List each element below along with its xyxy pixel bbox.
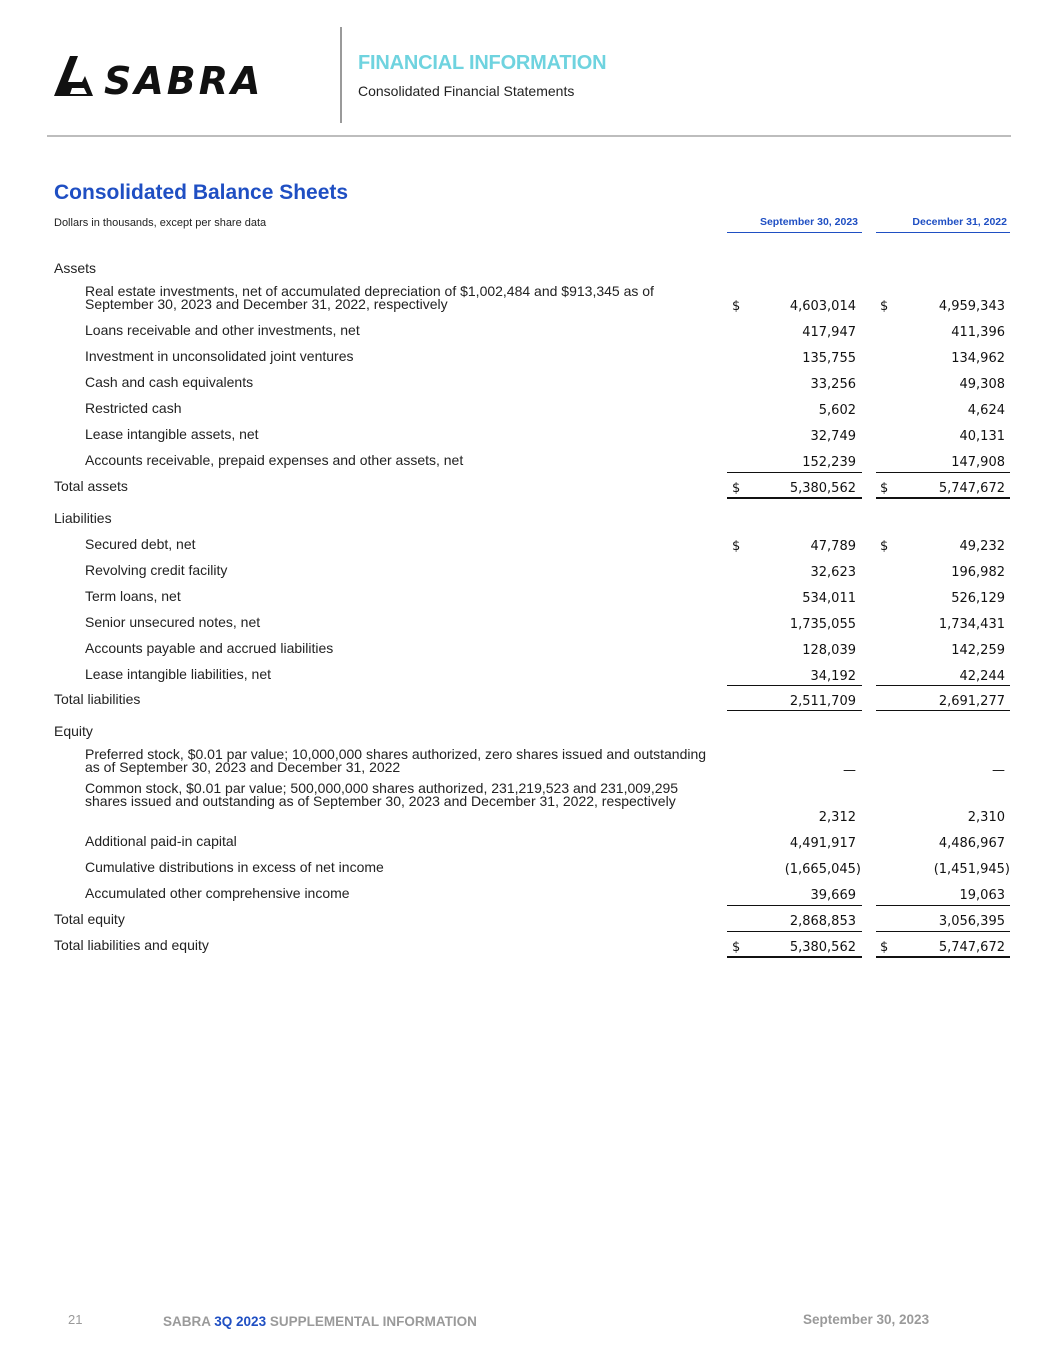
row-label: Secured debt, net <box>85 536 196 552</box>
dollar-sign: $ <box>732 940 741 955</box>
row-label: Total liabilities <box>54 691 141 707</box>
value-2022: 142,259 <box>951 643 1005 658</box>
value-2022: — <box>992 763 1005 778</box>
subtotal-rule <box>876 931 1010 932</box>
equity-heading: Equity <box>54 723 93 739</box>
dollar-sign: $ <box>732 299 741 314</box>
row-label: Total assets <box>54 478 128 494</box>
footer-doc-label: SUPPLEMENTAL INFORMATION <box>269 1314 477 1329</box>
value-2023: 5,602 <box>818 403 856 418</box>
row-label: Loans receivable and other investments, net <box>85 322 360 338</box>
subtotal-rule <box>727 472 862 473</box>
section-subtitle: Consolidated Financial Statements <box>358 83 575 99</box>
row-label: Total liabilities and equity <box>54 937 209 953</box>
statement-title: Consolidated Balance Sheets <box>54 181 349 204</box>
column-header-sep-2023: September 30, 2023 <box>759 216 858 228</box>
value-2022: 2,310 <box>967 810 1005 825</box>
value-2023: 32,749 <box>810 429 856 444</box>
value-2023: 128,039 <box>802 643 856 658</box>
footer-label <box>163 1314 477 1329</box>
value-2022: 411,396 <box>951 325 1005 340</box>
value-2022: 4,959,343 <box>938 299 1005 314</box>
row-label: Total equity <box>54 911 125 927</box>
total-rule <box>727 956 862 958</box>
value-2022: 4,486,967 <box>938 836 1005 851</box>
row-label: Restricted cash <box>85 400 182 416</box>
value-2022: 2,691,277 <box>938 694 1005 709</box>
row-label: Common stock, $0.01 par value; 500,000,000 shares authorized, 231,219,523 and 231,009,295 shares issued and outstanding as of September 30, 2023 and December 31, 2022, respectively <box>85 780 679 809</box>
value-2023: 32,623 <box>810 565 856 580</box>
row-label: Real estate investments, net of accumulated depreciation of $1,002,484 and $913,345 as of September 30, 2023 and December 31, 2022, respectively <box>85 283 654 312</box>
value-2022: 40,131 <box>959 429 1005 444</box>
value-2023: 135,755 <box>802 351 856 366</box>
column-header-rule <box>876 232 1010 233</box>
subtotal-rule <box>727 905 862 906</box>
column-header-rule <box>727 232 862 233</box>
dollar-sign: $ <box>880 481 889 496</box>
value-2023: 47,789 <box>810 539 856 554</box>
value-2022: (1,451,945) <box>933 862 1010 877</box>
logo-wordmark: SABRA <box>104 59 264 100</box>
value-2023: 39,669 <box>810 888 856 903</box>
assets-heading: Assets <box>54 260 97 276</box>
total-rule <box>876 497 1010 499</box>
subtotal-rule <box>876 472 1010 473</box>
row-label: Cash and cash equivalents <box>85 374 254 390</box>
value-2022: 49,308 <box>959 377 1005 392</box>
total-rule <box>876 956 1010 958</box>
row-label: Preferred stock, $0.01 par value; 10,000,000 shares authorized, zero shares issued and outstanding as of September 30, 2023 and December 31, 2022 <box>85 746 707 775</box>
row-label: Term loans, net <box>85 588 181 604</box>
value-2022: 147,908 <box>951 455 1005 470</box>
row-label: Lease intangible assets, net <box>85 426 259 442</box>
value-2022: 3,056,395 <box>938 914 1005 929</box>
subtotal-rule <box>727 931 862 932</box>
value-2022: 19,063 <box>959 888 1005 903</box>
dollar-sign: $ <box>880 940 889 955</box>
dollar-sign: $ <box>732 481 741 496</box>
value-2023: 5,380,562 <box>789 481 856 496</box>
footer-date: September 30, 2023 <box>803 1312 930 1327</box>
value-2023: 5,380,562 <box>789 940 856 955</box>
value-2023: 2,868,853 <box>789 914 856 929</box>
row-label: Accumulated other comprehensive income <box>85 885 350 901</box>
value-2023: 1,735,055 <box>789 617 856 632</box>
subtotal-rule <box>727 710 862 711</box>
dollar-sign: $ <box>880 539 889 554</box>
value-2023: 152,239 <box>802 455 856 470</box>
row-label: Senior unsecured notes, net <box>85 614 261 630</box>
subtotal-rule <box>876 905 1010 906</box>
value-2023: (1,665,045) <box>784 862 861 877</box>
value-2022: 4,624 <box>967 403 1005 418</box>
sabra-logo <box>52 52 297 100</box>
dollar-sign: $ <box>880 299 889 314</box>
value-2022: 196,982 <box>951 565 1005 580</box>
units-note: Dollars in thousands, except per share data <box>54 217 267 229</box>
value-2023: 417,947 <box>802 325 856 340</box>
value-2023: 2,312 <box>818 810 856 825</box>
value-2023: 534,011 <box>802 591 856 606</box>
value-2022: 49,232 <box>959 539 1005 554</box>
dollar-sign: $ <box>732 539 741 554</box>
value-2023: 34,192 <box>810 669 856 684</box>
value-2023: 4,603,014 <box>789 299 856 314</box>
row-label: Additional paid-in capital <box>85 833 237 849</box>
row-label: Revolving credit facility <box>85 562 228 578</box>
value-2022: 5,747,672 <box>938 481 1005 496</box>
value-2023: — <box>843 763 856 778</box>
subtotal-rule <box>876 710 1010 711</box>
liabilities-heading: Liabilities <box>54 510 112 526</box>
column-header-dec-2022: December 31, 2022 <box>912 216 1007 228</box>
section-title: FINANCIAL INFORMATION <box>358 52 607 74</box>
value-2023: 4,491,917 <box>789 836 856 851</box>
row-label: Cumulative distributions in excess of net income <box>85 859 384 875</box>
row-label: Investment in unconsolidated joint ventures <box>85 348 354 364</box>
page-number: 21 <box>68 1312 83 1327</box>
value-2022: 42,244 <box>959 669 1005 684</box>
header-divider <box>340 27 342 123</box>
value-2022: 526,129 <box>951 591 1005 606</box>
value-2022: 5,747,672 <box>938 940 1005 955</box>
value-2023: 33,256 <box>810 377 856 392</box>
row-label: Accounts receivable, prepaid expenses and other assets, net <box>85 452 464 468</box>
row-label: Lease intangible liabilities, net <box>85 666 272 682</box>
value-2023: 2,511,709 <box>789 694 856 709</box>
footer-brand: SABRA <box>163 1314 211 1329</box>
subtotal-rule <box>727 685 862 686</box>
value-2022: 1,734,431 <box>938 617 1005 632</box>
total-rule <box>727 497 862 499</box>
header-rule <box>47 135 1011 137</box>
value-2022: 134,962 <box>951 351 1005 366</box>
subtotal-rule <box>876 685 1010 686</box>
row-label: Accounts payable and accrued liabilities <box>85 640 334 656</box>
footer-period: 3Q 2023 <box>214 1314 267 1329</box>
